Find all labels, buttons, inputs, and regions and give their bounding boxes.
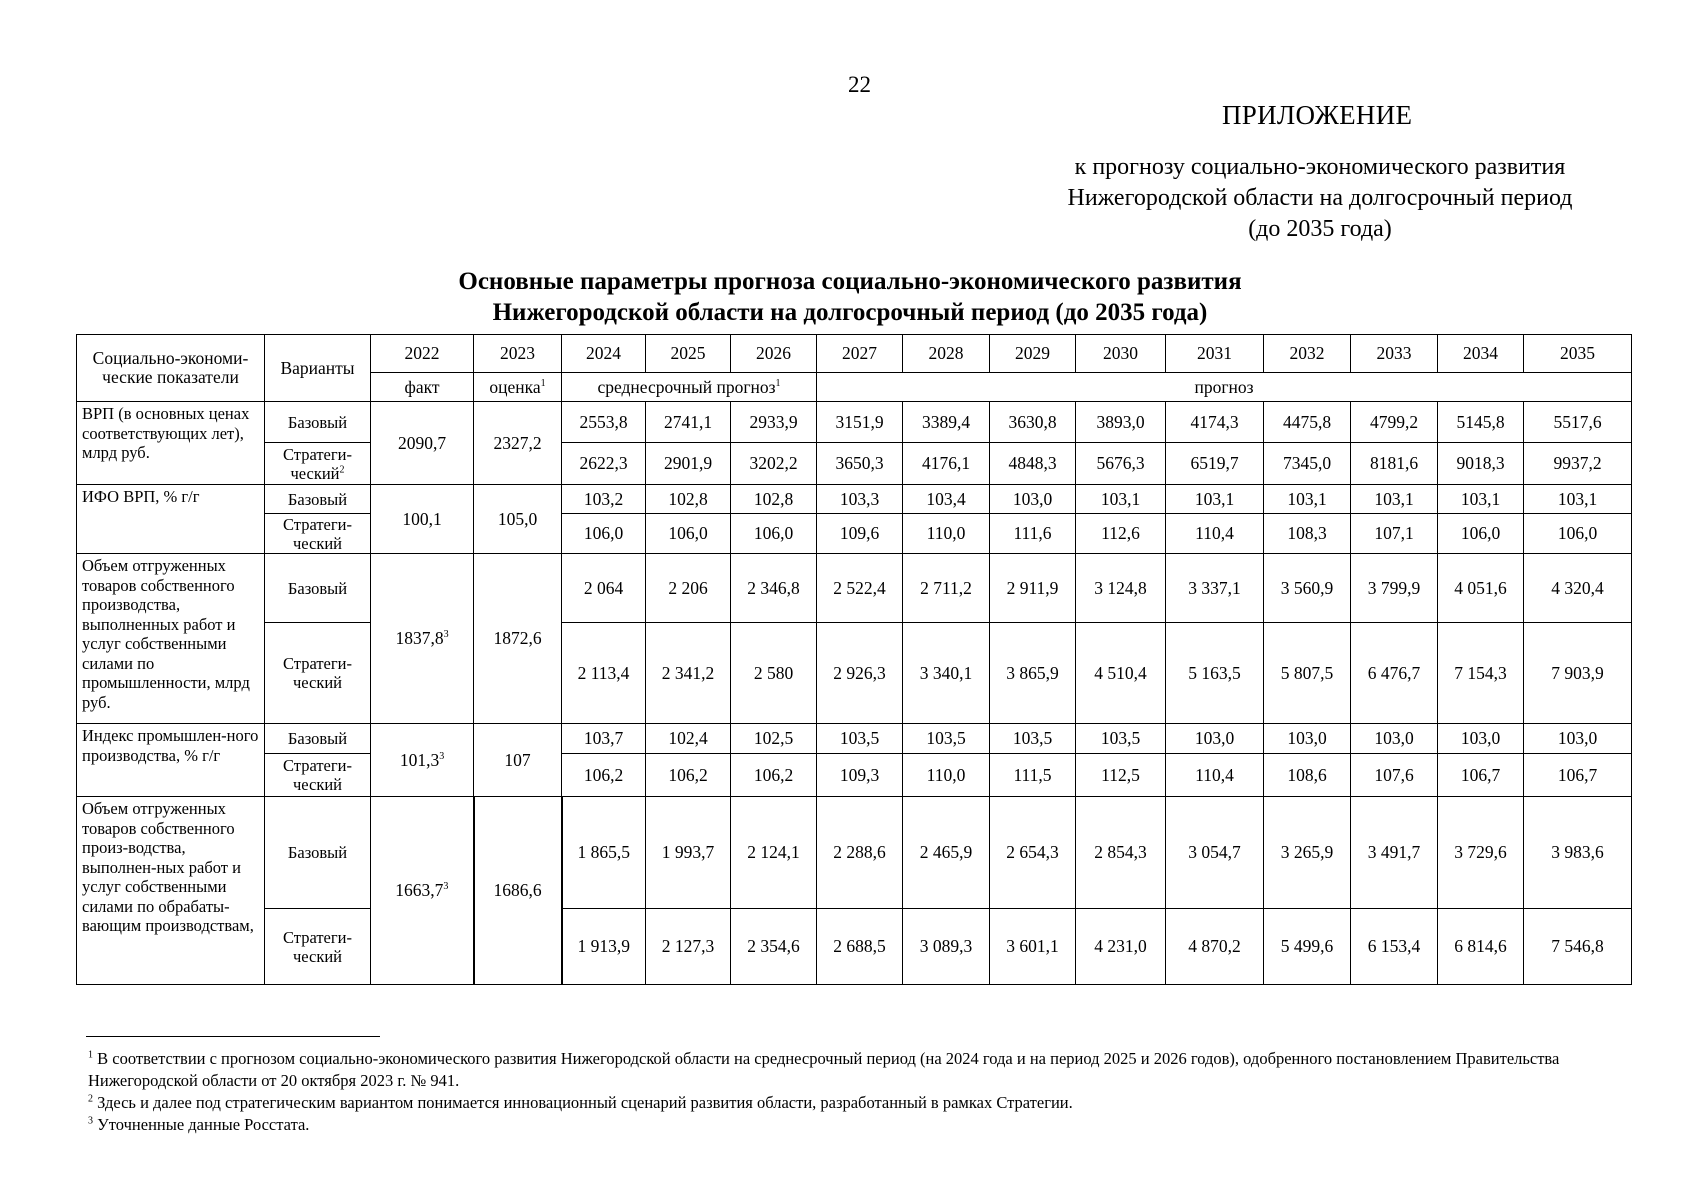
footnote-mark: 3	[443, 629, 449, 641]
value-cell: 1 913,9	[562, 909, 646, 985]
value-cell: 5 163,5	[1166, 623, 1264, 724]
value-cell: 4 051,6	[1438, 554, 1524, 623]
variant-strategic: Стратеги-ческий$^2$	[265, 443, 371, 485]
value-cell: 2 354,6	[731, 909, 817, 985]
value-cell: 4 320,4	[1524, 554, 1632, 623]
value-cell: 103,1	[1524, 485, 1632, 514]
variant-base: Базовый	[265, 724, 371, 754]
variant-strategic: Стратеги-ческий	[265, 754, 371, 797]
value-cell: 3650,3	[817, 443, 903, 485]
indicator-cell: Объем отгруженных товаров собственного произ-водства, выполнен-ных работ и услуг собственными силами по обрабаты-вающим производствам,	[77, 797, 265, 985]
value-cell: 3 865,9	[990, 623, 1076, 724]
header-year: 2023	[474, 335, 562, 373]
forecast-table	[76, 334, 1632, 985]
footnote: $^2$ Здесь и далее под стратегическим вариантом понимается инновационный сценарий развития области, разработанный в рамках Стратегии.	[88, 1093, 1073, 1112]
value-cell: 2553,8	[562, 402, 646, 443]
footnote-mark: 1	[88, 1049, 93, 1061]
value-cell: 2 911,9	[990, 554, 1076, 623]
variant-strategic: Стратеги-ческий	[265, 623, 371, 724]
value-cell: 2 854,3	[1076, 797, 1166, 909]
value-cell: 106,0	[1438, 514, 1524, 554]
value-cell: 4176,1	[903, 443, 990, 485]
value-cell: 110,0	[903, 514, 990, 554]
value-2023: 1686,6	[474, 797, 562, 985]
value-cell: 3 340,1	[903, 623, 990, 724]
value-2022: 100,1	[371, 485, 474, 554]
variant-base: Базовый	[265, 797, 371, 909]
footnote-mark: 1	[540, 377, 546, 389]
header-year: 2026	[731, 335, 817, 373]
indicator-cell: Объем отгруженных товаров собственного производства, выполненных работ и услуг собственными силами по промышленности, млрд руб.	[77, 554, 265, 724]
value-cell: 103,1	[1264, 485, 1351, 514]
value-cell: 110,4	[1166, 754, 1264, 797]
value-cell: 5145,8	[1438, 402, 1524, 443]
footnote-mark: 2	[88, 1093, 93, 1105]
value-cell: 103,0	[1524, 724, 1632, 754]
value-cell: 5 499,6	[1264, 909, 1351, 985]
value-cell: 4848,3	[990, 443, 1076, 485]
value-cell: 109,6	[817, 514, 903, 554]
table-row-base	[77, 402, 1632, 443]
footnotes	[88, 1048, 1628, 1136]
value-cell: 106,7	[1524, 754, 1632, 797]
value-cell: 106,2	[731, 754, 817, 797]
value-cell: 103,0	[1264, 724, 1351, 754]
value-cell: 7 903,9	[1524, 623, 1632, 724]
footnote-rule	[86, 1036, 380, 1037]
variant-base: Базовый	[265, 485, 371, 514]
value-cell: 106,0	[731, 514, 817, 554]
value-cell: 103,1	[1351, 485, 1438, 514]
value-cell: 3 560,9	[1264, 554, 1351, 623]
header-year: 2033	[1351, 335, 1438, 373]
value-cell: 5517,6	[1524, 402, 1632, 443]
table-title	[300, 266, 1400, 328]
table-row-strategic	[77, 514, 1632, 554]
value-cell: 112,5	[1076, 754, 1166, 797]
value-cell: 103,0	[1438, 724, 1524, 754]
header-row-years	[77, 335, 1632, 373]
value-cell: 3 054,7	[1166, 797, 1264, 909]
value-cell: 110,0	[903, 754, 990, 797]
value-cell: 4174,3	[1166, 402, 1264, 443]
header-year: 2034	[1438, 335, 1524, 373]
value-cell: 9018,3	[1438, 443, 1524, 485]
value-cell: 3 089,3	[903, 909, 990, 985]
value-cell: 103,1	[1076, 485, 1166, 514]
value-cell: 2 341,2	[646, 623, 731, 724]
indicator-cell: ВРП (в основных ценах соответствующих лет), млрд руб.	[77, 402, 265, 485]
appendix-heading: ПРИЛОЖЕНИЕ	[1222, 100, 1413, 130]
footnote-mark: 3	[88, 1115, 93, 1127]
value-2023: 107	[474, 724, 562, 797]
value-cell: 103,5	[1076, 724, 1166, 754]
value-cell: 7 154,3	[1438, 623, 1524, 724]
value-cell: 3 601,1	[990, 909, 1076, 985]
value-cell: 1 993,7	[646, 797, 731, 909]
value-cell: 9937,2	[1524, 443, 1632, 485]
value-cell: 106,2	[562, 754, 646, 797]
value-cell: 103,7	[562, 724, 646, 754]
table-row-base	[77, 485, 1632, 514]
value-cell: 3389,4	[903, 402, 990, 443]
value-cell: 5676,3	[1076, 443, 1166, 485]
header-year: 2030	[1076, 335, 1166, 373]
value-cell: 2 654,3	[990, 797, 1076, 909]
header-year: 2031	[1166, 335, 1264, 373]
value-cell: 2 346,8	[731, 554, 817, 623]
header-variants: Варианты	[265, 335, 371, 402]
value-2022: 2090,7	[371, 402, 474, 485]
value-cell: 109,3	[817, 754, 903, 797]
value-cell: 2901,9	[646, 443, 731, 485]
value-cell: 102,8	[731, 485, 817, 514]
value-cell: 7345,0	[1264, 443, 1351, 485]
footnote-mark: 3	[439, 750, 445, 762]
value-cell: 103,2	[562, 485, 646, 514]
value-cell: 3893,0	[1076, 402, 1166, 443]
value-cell: 110,4	[1166, 514, 1264, 554]
value-cell: 111,6	[990, 514, 1076, 554]
title-line: Основные параметры прогноза социально-экономического развития	[458, 268, 1242, 295]
value-cell: 103,5	[903, 724, 990, 754]
value-2022: 1663,7$^3$	[371, 797, 474, 985]
footnote-mark: 2	[339, 464, 345, 475]
indicator-cell: Индекс промышлен-ного производства, % г/г	[77, 724, 265, 797]
header-year: 2032	[1264, 335, 1351, 373]
value-cell: 103,3	[817, 485, 903, 514]
value-cell: 102,4	[646, 724, 731, 754]
value-cell: 3630,8	[990, 402, 1076, 443]
header-year: 2022	[371, 335, 474, 373]
variant-strategic: Стратеги-ческий	[265, 909, 371, 985]
value-cell: 6 814,6	[1438, 909, 1524, 985]
table-row-base	[77, 554, 1632, 623]
value-2023: 1872,6	[474, 554, 562, 724]
table-row-strategic	[77, 623, 1632, 724]
value-cell: 103,0	[990, 485, 1076, 514]
value-cell: 2 064	[562, 554, 646, 623]
value-cell: 2933,9	[731, 402, 817, 443]
value-2023: 105,0	[474, 485, 562, 554]
value-cell: 2 711,2	[903, 554, 990, 623]
table-row-strategic	[77, 443, 1632, 485]
value-cell: 107,1	[1351, 514, 1438, 554]
header-year: 2029	[990, 335, 1076, 373]
header-midterm: среднесрочный прогноз$^1$	[562, 373, 817, 402]
value-2023: 2327,2	[474, 402, 562, 485]
value-cell: 106,2	[646, 754, 731, 797]
header-year: 2035	[1524, 335, 1632, 373]
value-cell: 2 580	[731, 623, 817, 724]
subtitle-line: Нижегородской области на долгосрочный период	[1067, 185, 1573, 211]
value-cell: 2 288,6	[817, 797, 903, 909]
value-cell: 106,0	[562, 514, 646, 554]
table-row-strategic	[77, 754, 1632, 797]
value-cell: 8181,6	[1351, 443, 1438, 485]
header-indicator: Социально-экономи-ческие показатели	[77, 335, 265, 402]
value-cell: 102,5	[731, 724, 817, 754]
value-cell: 3 729,6	[1438, 797, 1524, 909]
header-year: 2027	[817, 335, 903, 373]
footnote: $^1$ В соответствии с прогнозом социально-экономического развития Нижегородской области на среднесрочный период (на 2024 года и на период 2025 и 2026 годов), одобренного постановлением Правительства Нижегородской области от 20 октября 2023 г. № 941.	[88, 1049, 1560, 1090]
value-cell: 2622,3	[562, 443, 646, 485]
value-cell: 4 231,0	[1076, 909, 1166, 985]
value-cell: 111,5	[990, 754, 1076, 797]
value-cell: 103,5	[817, 724, 903, 754]
subtitle-line: к прогнозу социально-экономического развития	[1074, 154, 1566, 180]
header-fact: факт	[371, 373, 474, 402]
table-row-base	[77, 797, 1632, 909]
value-cell: 3 265,9	[1264, 797, 1351, 909]
value-cell: 102,8	[646, 485, 731, 514]
value-cell: 3 337,1	[1166, 554, 1264, 623]
value-cell: 108,6	[1264, 754, 1351, 797]
subtitle-line: (до 2035 года)	[1248, 216, 1392, 242]
value-cell: 103,0	[1166, 724, 1264, 754]
value-cell: 103,5	[990, 724, 1076, 754]
table-row-strategic	[77, 909, 1632, 985]
variant-base: Базовый	[265, 402, 371, 443]
value-cell: 3 983,6	[1524, 797, 1632, 909]
value-cell: 3 491,7	[1351, 797, 1438, 909]
footnote-mark: 3	[443, 881, 449, 893]
value-cell: 2 688,5	[817, 909, 903, 985]
value-cell: 2741,1	[646, 402, 731, 443]
value-cell: 2 206	[646, 554, 731, 623]
table-row-base	[77, 724, 1632, 754]
value-cell: 2 113,4	[562, 623, 646, 724]
variant-base: Базовый	[265, 554, 371, 623]
value-cell: 106,0	[646, 514, 731, 554]
value-2022: 101,3$^3$	[371, 724, 474, 797]
appendix-subtitle	[1010, 152, 1630, 245]
header-estimate: оценка$^1$	[474, 373, 562, 402]
header-forecast: прогноз	[817, 373, 1632, 402]
indicator-cell: ИФО ВРП, % г/г	[77, 485, 265, 554]
variant-strategic: Стратеги-ческий	[265, 514, 371, 554]
footnote: $^3$ Уточненные данные Росстата.	[88, 1115, 310, 1134]
value-cell: 3151,9	[817, 402, 903, 443]
value-cell: 2 465,9	[903, 797, 990, 909]
value-cell: 5 807,5	[1264, 623, 1351, 724]
value-cell: 103,0	[1351, 724, 1438, 754]
header-year: 2028	[903, 335, 990, 373]
value-cell: 1 865,5	[562, 797, 646, 909]
value-cell: 103,4	[903, 485, 990, 514]
value-cell: 3202,2	[731, 443, 817, 485]
value-cell: 103,1	[1166, 485, 1264, 514]
value-cell: 4799,2	[1351, 402, 1438, 443]
page-number: 22	[848, 72, 871, 97]
value-cell: 2 124,1	[731, 797, 817, 909]
value-cell: 106,7	[1438, 754, 1524, 797]
title-line: Нижегородской области на долгосрочный период (до 2035 года)	[492, 299, 1208, 326]
value-cell: 2 926,3	[817, 623, 903, 724]
value-2022: 1837,8$^3$	[371, 554, 474, 724]
value-cell: 6 476,7	[1351, 623, 1438, 724]
value-cell: 103,1	[1438, 485, 1524, 514]
footnote-mark: 1	[775, 377, 781, 389]
value-cell: 4 510,4	[1076, 623, 1166, 724]
value-cell: 6519,7	[1166, 443, 1264, 485]
value-cell: 7 546,8	[1524, 909, 1632, 985]
value-cell: 2 522,4	[817, 554, 903, 623]
value-cell: 112,6	[1076, 514, 1166, 554]
header-year: 2024	[562, 335, 646, 373]
value-cell: 6 153,4	[1351, 909, 1438, 985]
value-cell: 2 127,3	[646, 909, 731, 985]
value-cell: 107,6	[1351, 754, 1438, 797]
value-cell: 3 799,9	[1351, 554, 1438, 623]
value-cell: 4475,8	[1264, 402, 1351, 443]
value-cell: 4 870,2	[1166, 909, 1264, 985]
value-cell: 106,0	[1524, 514, 1632, 554]
value-cell: 108,3	[1264, 514, 1351, 554]
header-year: 2025	[646, 335, 731, 373]
value-cell: 3 124,8	[1076, 554, 1166, 623]
